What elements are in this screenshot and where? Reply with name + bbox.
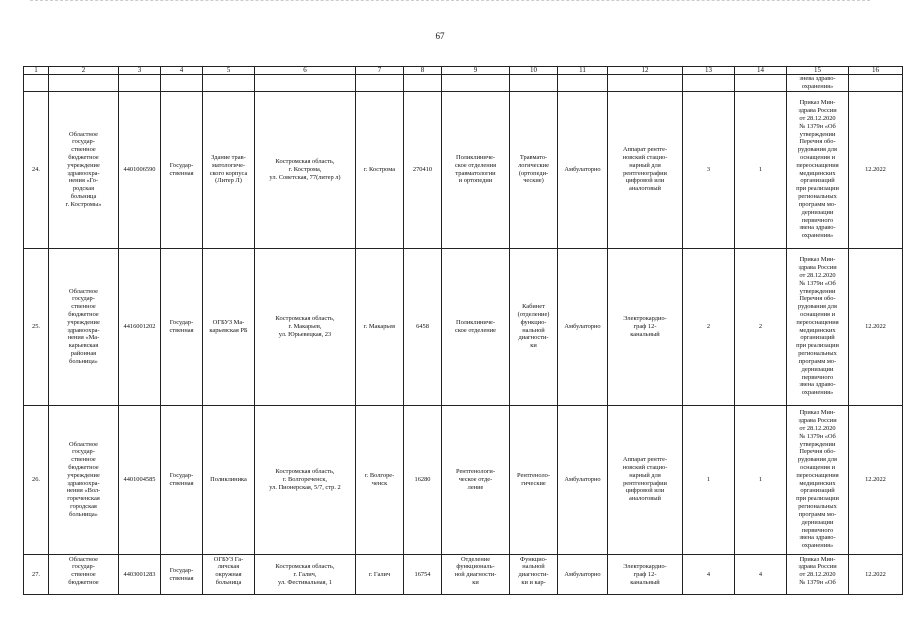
table-row	[24, 554, 903, 594]
col-header: 15	[787, 67, 849, 75]
quantity-2: 2	[735, 248, 787, 405]
date: 12.2022	[849, 248, 903, 405]
care-type: Амбулаторно	[558, 248, 608, 405]
care-type: Амбулаторно	[558, 91, 608, 248]
quantity-1: 1	[683, 405, 735, 554]
table-row	[24, 405, 903, 554]
quantity-2: 1	[735, 91, 787, 248]
date: 12.2022	[849, 91, 903, 248]
inn: 4416001202	[119, 248, 161, 405]
basis: Приказ Мин- здрава России от 28.12.2020 № 1379н «Об утверждении Перечня обо- рудования для оснащения и переоснащения медицинских организаций при реализации региональных программ мо- дернизации первичного звена здраво- охранения»	[787, 248, 849, 405]
continuation-text: знева здраво- охранения»	[787, 75, 849, 92]
col-header: 10	[510, 67, 558, 75]
col-header: 9	[442, 67, 510, 75]
col-header: 14	[735, 67, 787, 75]
row-number: 27.	[24, 554, 49, 594]
profile: Травмато- логические (ортопеди- ческие)	[510, 91, 558, 248]
col-header: 2	[49, 67, 119, 75]
address: Костромская область, г. Кострома, ул. Советская, 77(литер л)	[255, 91, 356, 248]
organization: Областное государ- ственное бюджетное	[49, 554, 119, 594]
table-row	[24, 248, 903, 405]
department: Отделение функциональ- ной диагности- ки	[442, 554, 510, 594]
equipment: Электрокардио- граф 12- канальный	[608, 248, 683, 405]
row-number: 26.	[24, 405, 49, 554]
quantity-2: 4	[735, 554, 787, 594]
city: г. Кострома	[356, 91, 404, 248]
top-edge-marks	[30, 0, 870, 2]
department: Рентгенологи- ческое отде- ление	[442, 405, 510, 554]
equipment: Электрокардио- граф 12- канальный	[608, 554, 683, 594]
population: 16754	[404, 554, 442, 594]
address: Костромская область, г. Волгореченск, ул. Пионерская, 5/7, стр. 2	[255, 405, 356, 554]
date: 12.2022	[849, 405, 903, 554]
quantity-2: 1	[735, 405, 787, 554]
col-header: 12	[608, 67, 683, 75]
col-header: 8	[404, 67, 442, 75]
population: 270410	[404, 91, 442, 248]
ownership-form: Государ- ственная	[161, 554, 203, 594]
col-header: 1	[24, 67, 49, 75]
city: г. Волгоре- ченск	[356, 405, 404, 554]
equipment: Аппарат рентге- новский стацио- нарный для рентгенографии цифровой или аналоговый	[608, 405, 683, 554]
ownership-form: Государ- ственная	[161, 248, 203, 405]
building: Здание трав- матологиче- ского корпуса (Литер Л)	[203, 91, 255, 248]
department: Поликлиниче- ское отделения травматологии и ортопедии	[442, 91, 510, 248]
basis: Приказ Мин- здрава России от 28.12.2020 № 1379н «Об утверждении Перечня обо- рудования для оснащения и переоснащения медицинских организаций при реализации региональных программ мо- дернизации первичного звена здраво- охранения»	[787, 91, 849, 248]
address: Костромская область, г. Макарьев, ул. Юрьевецкая, 23	[255, 248, 356, 405]
organization: Областное государ- ственное бюджетное учреждение здравоохра- нения «Го- родская больница г. Костромы»	[49, 91, 119, 248]
organization: Областное государ- ственное бюджетное учреждение здравоохра- нения «Ма- карьевская районная больница»	[49, 248, 119, 405]
col-header: 11	[558, 67, 608, 75]
profile: Рентгеноло- гические	[510, 405, 558, 554]
equipment-table	[23, 66, 903, 595]
population: 6458	[404, 248, 442, 405]
inn: 4401004585	[119, 405, 161, 554]
row-number: 25.	[24, 248, 49, 405]
date: 12.2022	[849, 554, 903, 594]
inn: 4403001283	[119, 554, 161, 594]
care-type: Амбулаторно	[558, 405, 608, 554]
basis: Приказ Мин- здрава России от 28.12.2020 № 1379н «Об утверждении Перечня обо- рудования для оснащения и переоснащения медицинских организаций при реализации региональных программ мо- дернизации первичного звена здраво- охранения»	[787, 405, 849, 554]
col-header: 13	[683, 67, 735, 75]
department: Поликлиниче- ское отделение	[442, 248, 510, 405]
population: 16280	[404, 405, 442, 554]
city: г. Галич	[356, 554, 404, 594]
row-number: 24.	[24, 91, 49, 248]
column-number-row	[24, 67, 903, 75]
ownership-form: Государ- ственная	[161, 91, 203, 248]
address: Костромская область, г. Галич, ул. Фестивальная, 1	[255, 554, 356, 594]
table-row	[24, 91, 903, 248]
profile: Кабинет (отделение) функцио- нальной диагности- ки	[510, 248, 558, 405]
col-header: 5	[203, 67, 255, 75]
col-header: 6	[255, 67, 356, 75]
page-number: 67	[435, 31, 445, 41]
basis: Приказ Мин- здрава России от 28.12.2020 № 1379н «Об	[787, 554, 849, 594]
building: ОГБУЗ Ма- карьевская РБ	[203, 248, 255, 405]
continuation-row	[24, 75, 903, 92]
quantity-1: 4	[683, 554, 735, 594]
col-header: 4	[161, 67, 203, 75]
ownership-form: Государ- ственная	[161, 405, 203, 554]
profile: Функцио- нальной диагности- ки и кар-	[510, 554, 558, 594]
col-header: 16	[849, 67, 903, 75]
quantity-1: 2	[683, 248, 735, 405]
building: Поликлиника	[203, 405, 255, 554]
organization: Областное государ- ственное бюджетное учреждение здравоохра- нения «Вол- гореченская городская больница»	[49, 405, 119, 554]
col-header: 7	[356, 67, 404, 75]
equipment: Аппарат рентге- новский стацио- нарный для рентгенографии цифровой или аналоговый	[608, 91, 683, 248]
building: ОГБУЗ Га- личская окружная больница	[203, 554, 255, 594]
inn: 4401006590	[119, 91, 161, 248]
col-header: 3	[119, 67, 161, 75]
care-type: Амбулаторно	[558, 554, 608, 594]
city: г. Макарьев	[356, 248, 404, 405]
quantity-1: 3	[683, 91, 735, 248]
